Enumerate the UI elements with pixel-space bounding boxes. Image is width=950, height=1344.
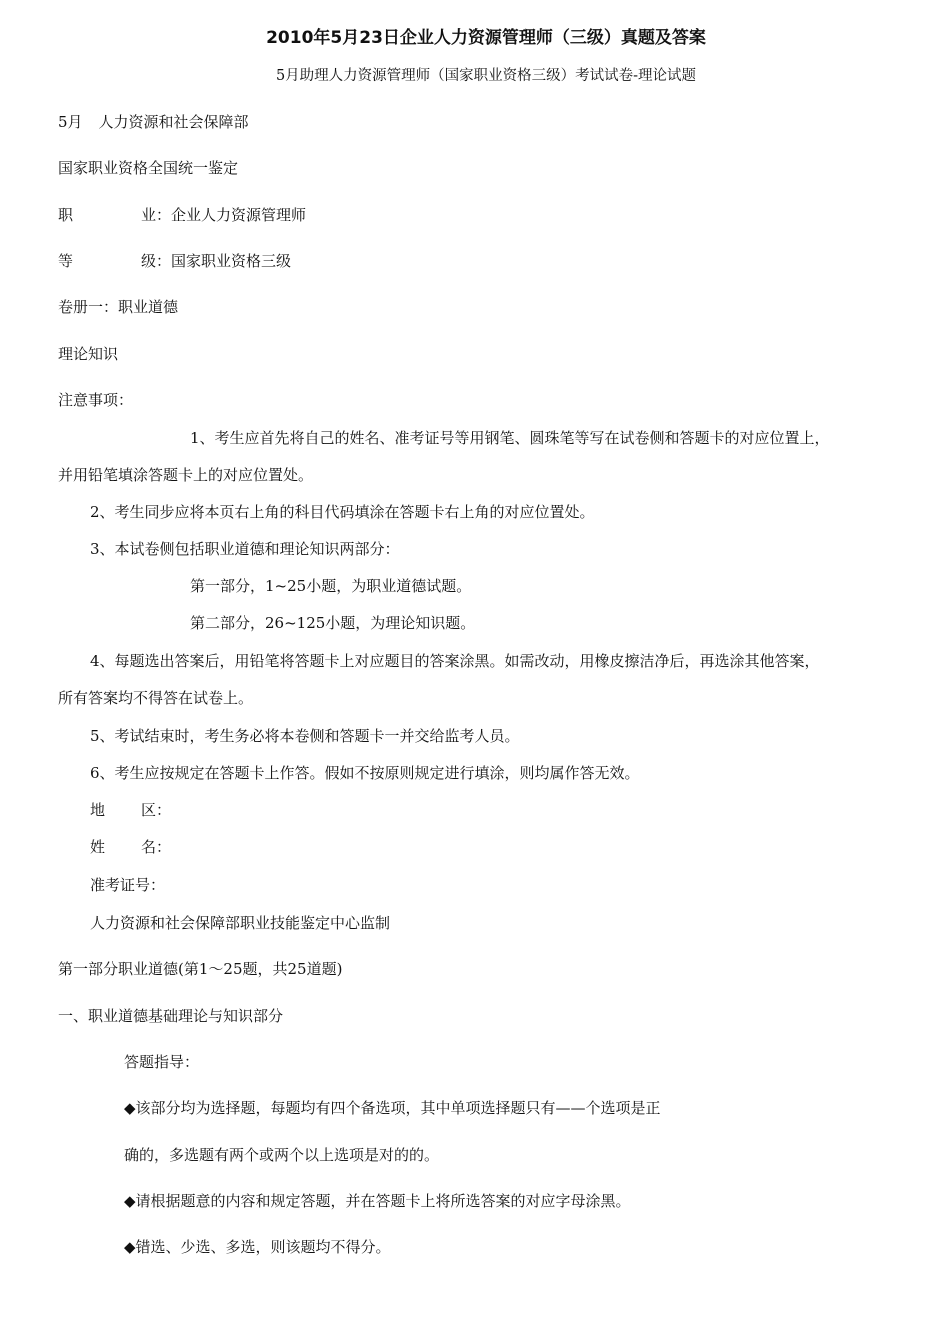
notice-item-4b: 所有答案均不得答在试卷上。	[58, 689, 254, 707]
notice-item-3-part2: 第二部分，26~125小题，为理论知识题。	[190, 614, 476, 632]
notice-item-3-part1: 第一部分，1~25小题，为职业道德试题。	[190, 577, 472, 595]
ministry-name: 人力资源和社会保障部	[98, 113, 249, 131]
supervisor-line: 人力资源和社会保障部职业技能鉴定中心监制	[90, 914, 391, 932]
document-subtitle: 5月助理人力资源管理师（国家职业资格三级）考试试卷-理论试题	[275, 68, 697, 84]
notice-item-1a: 1、考生应首先将自己的姓名、准考证号等用钢笔、圆珠笔等写在试卷侧和答题卡的对应位置上，	[190, 429, 830, 447]
name-label-a: 姓	[90, 838, 106, 856]
notice-heading: 注意事项：	[58, 391, 134, 409]
notice-item-6: 6、考生应按规定在答题卡上作答。假如不按原则规定进行填涂，则均属作答无效。	[90, 764, 640, 782]
name-label-b: 名：	[141, 838, 172, 856]
region-label-b: 区：	[141, 801, 172, 819]
volume-line: 卷册一：职业道德	[58, 298, 179, 316]
notice-item-3: 3、本试卷侧包括职业道德和理论知识两部分：	[90, 540, 400, 558]
name-field	[90, 837, 171, 857]
occupation-line	[58, 205, 306, 225]
part1-section-heading: 一、职业道德基础理论与知识部分	[58, 1007, 284, 1025]
guide-item-1b: 确的，多选题有两个或两个以上选项是对的的。	[124, 1146, 440, 1164]
region-label-a: 地	[90, 801, 106, 819]
notice-item-5: 5、考试结束时，考生务必将本卷侧和答题卡一并交给监考人员。	[90, 727, 520, 745]
guide-item-1a: ◆该部分均为选择题，每题均有四个备选项，其中单项选择题只有——个选项是正	[124, 1099, 661, 1117]
notice-item-4a: 4、每题选出答案后，用铅笔将答题卡上对应题目的答案涂黑。如需改动，用橡皮擦洁净后，再选涂其他答案，	[90, 652, 820, 670]
level-label-a: 等	[58, 252, 74, 270]
appraisal-line: 国家职业资格全国统一鉴定	[58, 159, 239, 177]
exam-month: 5月	[58, 113, 83, 131]
part1-heading: 第一部分职业道德(第1～25题，共25道题)	[58, 960, 343, 978]
level-label-b: 级：	[141, 252, 172, 270]
occupation-label-b: 业：	[141, 206, 172, 224]
header-month-ministry	[58, 112, 249, 132]
occupation-value: 企业人力资源管理师	[171, 206, 307, 224]
document-title: 2010年5月23日企业人力资源管理师（三级）真题及答案	[266, 28, 706, 48]
region-field	[90, 800, 171, 820]
guide-item-3: ◆错选、少选、多选，则该题均不得分。	[124, 1238, 391, 1256]
occupation-label-a: 职	[58, 206, 74, 224]
theory-line: 理论知识	[58, 345, 119, 363]
notice-item-1b: 并用铅笔填涂答题卡上的对应位置处。	[58, 466, 314, 484]
level-value: 国家职业资格三级	[171, 252, 292, 270]
guide-heading: 答题指导：	[124, 1053, 200, 1071]
notice-item-2: 2、考生同步应将本页右上角的科目代码填涂在答题卡右上角的对应位置处。	[90, 503, 595, 521]
level-line	[58, 251, 291, 271]
guide-item-2: ◆请根据题意的内容和规定答题，并在答题卡上将所选答案的对应字母涂黑。	[124, 1192, 631, 1210]
exam-id-field: 准考证号：	[90, 876, 166, 894]
